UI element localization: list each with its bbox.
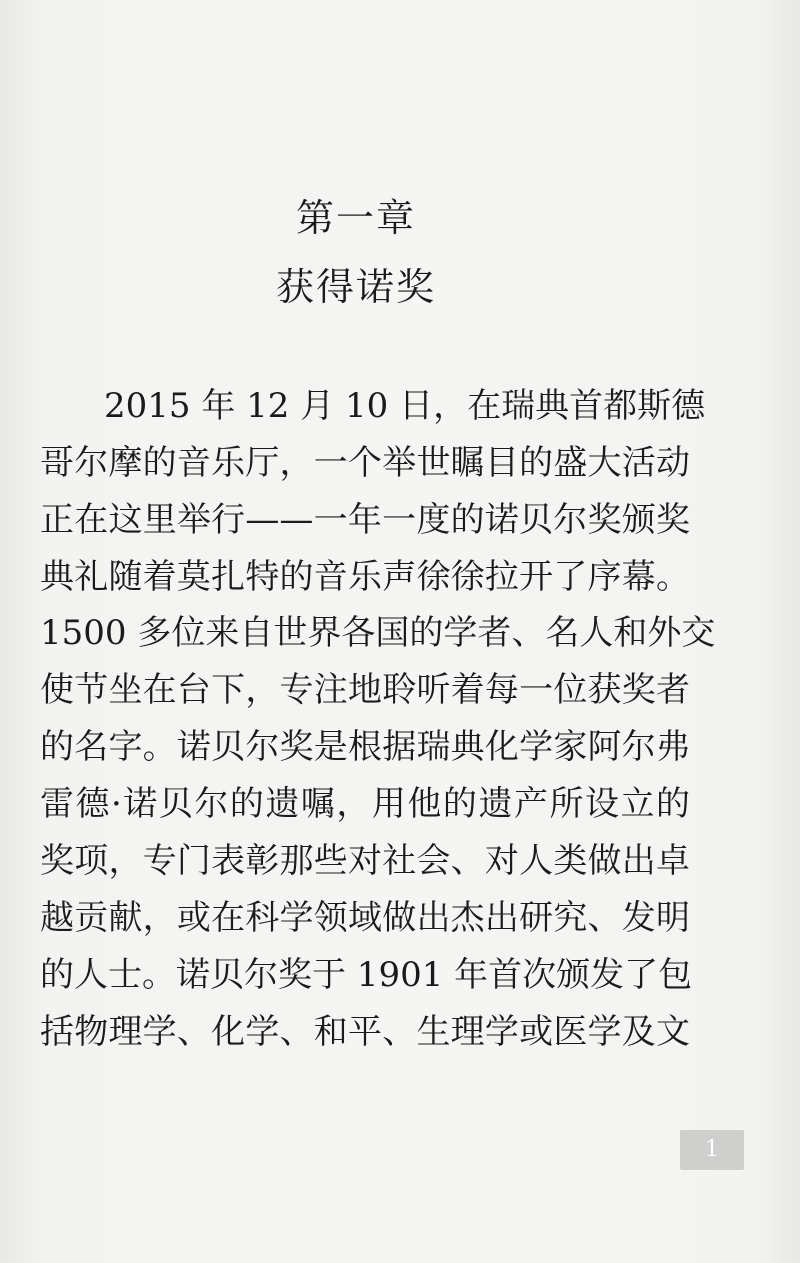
page-number-badge	[680, 1130, 744, 1170]
text-line: 的名字。诺贝尔奖是根据瑞典化学家阿尔弗	[40, 727, 690, 767]
text-line: 1500 多位来自世界各国的学者、名人和外交	[40, 613, 716, 653]
text-line: 正在这里举行——一年一度的诺贝尔奖颁奖	[40, 500, 690, 540]
text-line: 越贡献，或在科学领域做出杰出研究、发明	[40, 898, 690, 938]
text-line: 2015 年 12 月 10 日，在瑞典首都斯德	[104, 386, 706, 426]
page-number: 1	[705, 1137, 719, 1162]
text-line: 典礼随着莫扎特的音乐声徐徐拉开了序幕。	[40, 557, 690, 597]
text-line: 雷德·诺贝尔的遗嘱，用他的遗产所设立的	[40, 784, 690, 824]
text-line: 的人士。诺贝尔奖于 1901 年首次颁发了包	[40, 955, 693, 995]
chapter-number: 第一章	[295, 196, 416, 240]
text-line: 括物理学、化学、和平、生理学或医学及文	[40, 1012, 690, 1052]
text-line: 奖项，专门表彰那些对社会、对人类做出卓	[40, 841, 690, 881]
body-text	[40, 0, 716, 1263]
text-line: 哥尔摩的音乐厅，一个举世瞩目的盛大活动	[40, 443, 690, 483]
chapter-title: 获得诺奖	[275, 265, 436, 309]
text-line: 使节坐在台下，专注地聆听着每一位获奖者	[40, 670, 690, 710]
